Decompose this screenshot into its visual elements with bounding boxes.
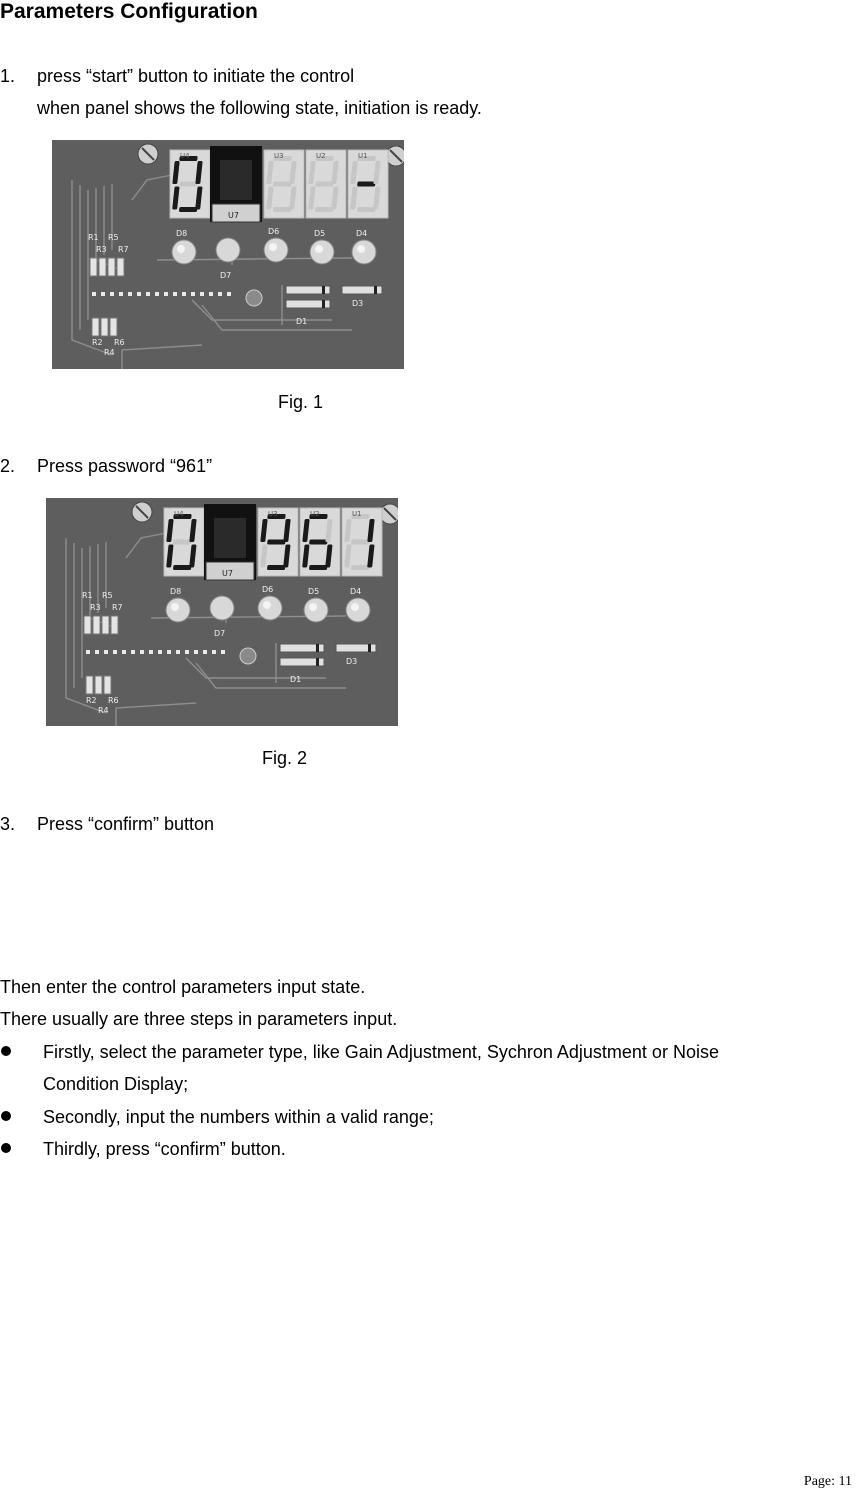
led-label: D6: [262, 585, 274, 594]
header-pin: [95, 650, 99, 654]
header-pin: [155, 292, 159, 296]
resistor-label: R3: [96, 245, 107, 254]
resistor-label: R4: [98, 706, 109, 715]
unit-label: U2: [310, 510, 320, 518]
resistor: [101, 318, 108, 336]
unit-label: U1: [358, 152, 368, 160]
header-pin: [212, 650, 216, 654]
resistor-label: R4: [104, 348, 115, 357]
led-indicator: [264, 238, 288, 262]
led-highlight: [269, 243, 277, 251]
led-highlight: [263, 601, 271, 609]
resistor: [117, 258, 124, 276]
resistor: [104, 676, 111, 694]
header-pin: [140, 650, 144, 654]
header-pin: [128, 292, 132, 296]
seven-segment-display: [164, 508, 204, 576]
header-pin: [86, 650, 90, 654]
led-highlight: [315, 245, 323, 253]
header-pin: [92, 292, 96, 296]
seven-segment-display: [264, 150, 304, 218]
header-pin: [200, 292, 204, 296]
led-highlight: [309, 603, 317, 611]
header-pin: [119, 292, 123, 296]
unit-label: U4: [174, 510, 184, 518]
header-pin: [146, 292, 150, 296]
bullet-dot-3: [1, 1143, 11, 1153]
page-title: Parameters Configuration: [0, 0, 258, 23]
ic-label: U7: [222, 569, 233, 578]
unit-label: U2: [316, 152, 326, 160]
header-pin: [158, 650, 162, 654]
figure-2-photo: [46, 498, 398, 726]
capacitor: [240, 648, 256, 664]
resistor-label: R7: [118, 245, 129, 254]
seven-segment-display: [258, 508, 298, 576]
seven-segment-display: [348, 150, 388, 218]
seven-segment-display: [300, 508, 340, 576]
resistor-label: R5: [102, 591, 113, 600]
resistor-label: R3: [90, 603, 101, 612]
capacitor: [246, 290, 262, 306]
led-indicator: [258, 596, 282, 620]
header-pin: [137, 292, 141, 296]
bullet-1-text-line2: Condition Display;: [43, 1074, 189, 1094]
resistor-label: R6: [108, 696, 119, 705]
resistor-label: R5: [108, 233, 119, 242]
diode-label: D3: [346, 657, 358, 666]
header-pin: [149, 650, 153, 654]
header-pin: [191, 292, 195, 296]
resistor: [86, 676, 93, 694]
diode-band: [374, 286, 377, 294]
segment-off: [315, 207, 334, 212]
led-highlight: [171, 603, 179, 611]
resistor-label: R2: [86, 696, 97, 705]
intro-line-1: Then enter the control parameters input state.: [0, 977, 366, 997]
led-indicator: [210, 596, 234, 620]
resistor: [95, 676, 102, 694]
resistor-label: R1: [88, 233, 99, 242]
diode-label: D1: [296, 317, 308, 326]
bullet-dot-1: [1, 1046, 11, 1056]
header-pin: [164, 292, 168, 296]
resistor: [111, 616, 118, 634]
diode-label: D1: [290, 675, 302, 684]
segment-on: [173, 565, 192, 570]
figure-1-photo: [52, 140, 404, 369]
resistor-label: R7: [112, 603, 123, 612]
header-pin: [104, 650, 108, 654]
diode-label: D3: [352, 299, 364, 308]
led-indicator: [304, 598, 328, 622]
header-pin: [194, 650, 198, 654]
seven-segment-display: [170, 150, 210, 218]
led-indicator: [216, 238, 240, 262]
ic-label: U7: [228, 211, 239, 220]
header-pin: [203, 650, 207, 654]
step-3-number: 3.: [0, 814, 16, 834]
segment-off: [357, 207, 376, 212]
segment-on: [357, 182, 376, 187]
resistor: [108, 258, 115, 276]
led-indicator: [346, 598, 370, 622]
resistor-label: R6: [114, 338, 125, 347]
step-1-text-line2: when panel shows the following state, initiation is ready.: [37, 98, 482, 118]
led-label: D4: [356, 229, 368, 238]
segment-off: [273, 182, 292, 187]
diode-band: [322, 286, 325, 294]
led-highlight: [351, 603, 359, 611]
segment-on: [267, 565, 286, 570]
resistor: [84, 616, 91, 634]
led-label: D5: [314, 229, 326, 238]
segment-off: [351, 565, 370, 570]
led-indicator: [166, 598, 190, 622]
ic-window: [220, 160, 252, 200]
bullet-dot-2: [1, 1111, 11, 1121]
led-label: D7: [214, 629, 226, 638]
led-indicator: [352, 240, 376, 264]
segment-off: [173, 540, 192, 545]
segment-on: [267, 540, 286, 545]
segment-off: [273, 207, 292, 212]
bullet-3-text: Thirdly, press “confirm” button.: [43, 1139, 286, 1159]
unit-label: U4: [180, 152, 190, 160]
led-label: D8: [170, 587, 182, 596]
segment-off: [179, 182, 198, 187]
led-label: D7: [220, 271, 232, 280]
header-pin: [110, 292, 114, 296]
header-pin: [101, 292, 105, 296]
led-label: D8: [176, 229, 188, 238]
diode-band: [368, 644, 371, 652]
step-1-text: press “start” button to initiate the control: [37, 66, 355, 86]
resistor: [93, 616, 100, 634]
led-highlight: [177, 245, 185, 253]
intro-line-2: There usually are three steps in parameters input.: [0, 1009, 398, 1029]
led-highlight: [357, 245, 365, 253]
figure-1-caption: Fig. 1: [278, 392, 324, 412]
segment-off: [351, 540, 370, 545]
unit-label: U1: [352, 510, 362, 518]
resistor: [90, 258, 97, 276]
header-pin: [209, 292, 213, 296]
seven-segment-display: [342, 508, 382, 576]
step-1-number: 1.: [0, 66, 16, 86]
diode-band: [316, 644, 319, 652]
circuit-board-image: [46, 498, 398, 726]
header-pin: [131, 650, 135, 654]
circuit-board-image: [52, 140, 404, 369]
segment-off: [315, 182, 334, 187]
led-label: D5: [308, 587, 320, 596]
step-2-number: 2.: [0, 456, 16, 476]
step-2-text: Press password “961”: [37, 456, 213, 476]
resistor-label: R1: [82, 591, 93, 600]
resistor: [110, 318, 117, 336]
header-pin: [218, 292, 222, 296]
resistor: [92, 318, 99, 336]
header-pin: [167, 650, 171, 654]
ic-window: [214, 518, 246, 558]
header-pin: [173, 292, 177, 296]
segment-on: [179, 207, 198, 212]
header-pin: [182, 292, 186, 296]
led-indicator: [172, 240, 196, 264]
resistor: [99, 258, 106, 276]
led-label: D6: [268, 227, 280, 236]
figure-2-caption: Fig. 2: [262, 748, 308, 768]
bullet-1-text: Firstly, select the parameter type, like Gain Adjustment, Sychron Adjustment or Noise: [43, 1042, 719, 1062]
resistor-label: R2: [92, 338, 103, 347]
header-pin: [122, 650, 126, 654]
page-number: Page: 11: [803, 1474, 852, 1489]
seven-segment-display: [306, 150, 346, 218]
segment-on: [309, 540, 328, 545]
bullet-2-text: Secondly, input the numbers within a valid range;: [43, 1107, 434, 1127]
resistor: [102, 616, 109, 634]
header-pin: [227, 292, 231, 296]
segment-on: [309, 565, 328, 570]
unit-label: U3: [268, 510, 278, 518]
header-pin: [113, 650, 117, 654]
unit-label: U3: [274, 152, 284, 160]
header-pin: [176, 650, 180, 654]
header-pin: [221, 650, 225, 654]
step-3-text: Press “confirm” button: [37, 814, 215, 834]
header-pin: [185, 650, 189, 654]
diode-band: [322, 300, 325, 308]
led-label: D4: [350, 587, 362, 596]
led-indicator: [310, 240, 334, 264]
diode-band: [316, 658, 319, 666]
